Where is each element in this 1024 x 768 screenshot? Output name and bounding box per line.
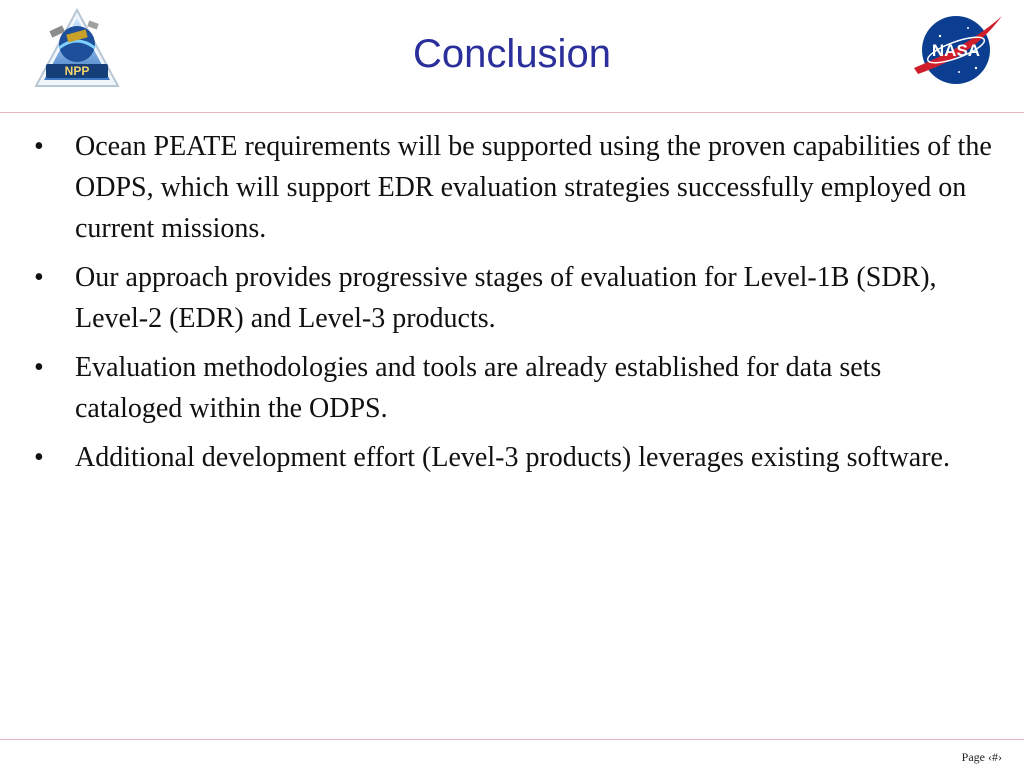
page-number: Page ‹#› [961,750,1002,764]
bullet-marker: • [34,352,44,383]
npp-logo-text: NPP [64,64,90,78]
bullet-marker: • [34,131,44,162]
footer-divider [0,739,1024,740]
bullet-text: Additional development effort (Level-3 products) leverages existing software. [75,442,950,473]
bullet-list [34,126,994,486]
bullet-text: Our approach provides progressive stages of evaluation for Level-1B (SDR), Level-2 (EDR) and Level-3 products. [75,262,937,334]
nasa-logo-icon [912,10,1004,88]
nasa-logo-text: NASA [931,41,981,60]
bullet-item [34,347,994,429]
bullet-item [34,126,994,249]
header-divider [0,112,1024,113]
bullet-text: Evaluation methodologies and tools are already established for data sets cataloged within the ODPS. [75,352,882,424]
bullet-item [34,257,994,339]
bullet-item [34,437,994,478]
bullet-marker: • [34,262,44,293]
bullet-text: Ocean PEATE requirements will be supported using the proven capabilities of the ODPS, which will support EDR evaluation strategies successfully employed on current missions. [75,131,992,244]
bullet-marker: • [34,442,44,473]
slide-title: Conclusion [413,32,611,76]
